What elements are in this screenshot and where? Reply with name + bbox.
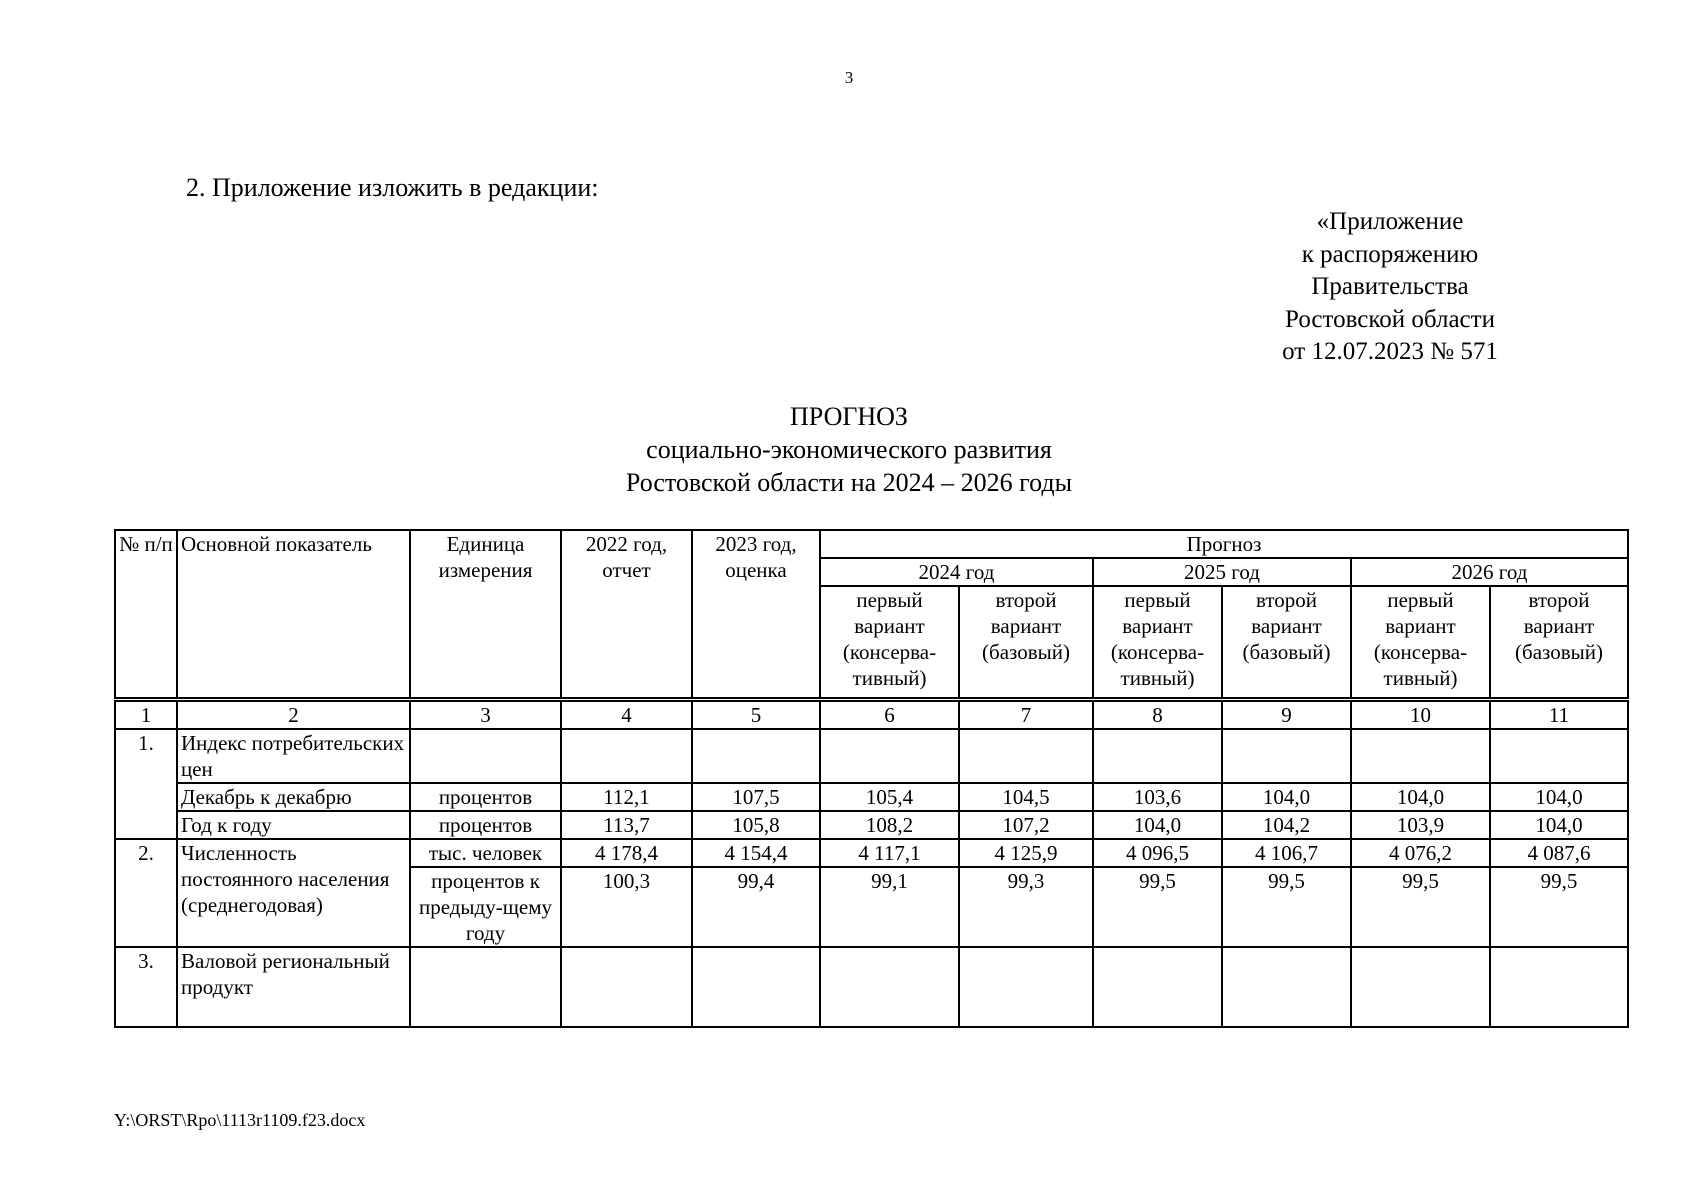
appendix-line: «Приложение xyxy=(1316,208,1464,235)
column-number: 10 xyxy=(1351,700,1490,730)
header-2024: 2024 год xyxy=(820,558,1093,586)
value-cell: 112,1 xyxy=(561,783,692,811)
row-number: 3. xyxy=(115,947,177,1027)
value-cell: 99,4 xyxy=(692,867,820,947)
appendix-line: Правительства xyxy=(1311,273,1469,300)
file-path-footer: Y:\ORST\Rpo\1113r1109.f23.docx xyxy=(114,1110,366,1130)
value-cell: 99,5 xyxy=(1222,867,1351,947)
header-variant-base: второй вариант (базовый) xyxy=(959,586,1093,700)
value-cell: 99,5 xyxy=(1093,867,1222,947)
column-number: 4 xyxy=(561,700,692,730)
value-cell: 99,5 xyxy=(1351,867,1490,947)
value-cell: 99,1 xyxy=(820,867,959,947)
value-cell: 4 087,6 xyxy=(1490,839,1628,867)
value-cell: 4 125,9 xyxy=(959,839,1093,867)
document-title xyxy=(0,400,1698,499)
value-cell: 113,7 xyxy=(561,811,692,839)
header-num: № п/п xyxy=(115,530,177,700)
header-variant-base: второй вариант (базовый) xyxy=(1222,586,1351,700)
sub-indicator-name: Декабрь к декабрю xyxy=(177,783,410,811)
unit-cell: процентов xyxy=(410,811,561,839)
header-2025: 2025 год xyxy=(1093,558,1351,586)
value-cell: 104,0 xyxy=(1490,811,1628,839)
row-number: 1. xyxy=(115,729,177,839)
value-cell: 104,0 xyxy=(1093,811,1222,839)
column-numbers-row xyxy=(115,700,1628,730)
column-number: 5 xyxy=(692,700,820,730)
title-line: Ростовской области на 2024 – 2026 годы xyxy=(625,468,1073,497)
row-number: 2. xyxy=(115,839,177,947)
table-row-ipc xyxy=(115,729,1628,783)
value-cell: 4 178,4 xyxy=(561,839,692,867)
value-cell: 99,3 xyxy=(959,867,1093,947)
page-number: 3 xyxy=(844,68,854,87)
value-cell: 100,3 xyxy=(561,867,692,947)
indicator-name: Индекс потребительских цен xyxy=(177,729,410,783)
value-cell: 108,2 xyxy=(820,811,959,839)
value-cell: 104,0 xyxy=(1351,783,1490,811)
column-number: 11 xyxy=(1490,700,1628,730)
header-2023: 2023 год, оценка xyxy=(692,530,820,700)
appendix-line: от 12.07.2023 № 571 xyxy=(1282,338,1498,365)
column-number: 8 xyxy=(1093,700,1222,730)
appendix-line: к распоряжению xyxy=(1301,240,1479,268)
header-variant-conservative: первый вариант (консерва-тивный) xyxy=(1351,586,1490,700)
header-indicator: Основной показатель xyxy=(177,530,410,700)
table-row-ipc-yoy xyxy=(115,811,1628,839)
column-number: 2 xyxy=(177,700,410,730)
value-cell: 104,0 xyxy=(1490,783,1628,811)
table-row-grp xyxy=(115,947,1628,1027)
indicator-name: Валовой региональный продукт xyxy=(177,947,410,1027)
column-number: 1 xyxy=(115,700,177,730)
value-cell: 4 117,1 xyxy=(820,839,959,867)
title-line: социально-экономического развития xyxy=(646,435,1052,464)
value-cell: 104,0 xyxy=(1222,783,1351,811)
header-forecast: Прогноз xyxy=(820,530,1628,558)
value-cell: 103,9 xyxy=(1351,811,1490,839)
header-2026: 2026 год xyxy=(1351,558,1628,586)
value-cell: 104,2 xyxy=(1222,811,1351,839)
header-2022: 2022 год, отчет xyxy=(561,530,692,700)
value-cell: 99,5 xyxy=(1490,867,1628,947)
value-cell: 105,4 xyxy=(820,783,959,811)
unit-cell: процентов xyxy=(410,783,561,811)
value-cell: 103,6 xyxy=(1093,783,1222,811)
header-variant-conservative: первый вариант (консерва-тивный) xyxy=(1093,586,1222,700)
column-number: 9 xyxy=(1222,700,1351,730)
title-line: ПРОГНОЗ xyxy=(790,402,908,431)
header-unit: Единица измерения xyxy=(410,530,561,700)
table-row-population xyxy=(115,839,1628,867)
value-cell: 4 076,2 xyxy=(1351,839,1490,867)
header-variant-base: второй вариант (базовый) xyxy=(1490,586,1628,700)
column-number: 3 xyxy=(410,700,561,730)
value-cell: 107,5 xyxy=(692,783,820,811)
unit-cell: тыс. человек xyxy=(410,839,561,867)
value-cell: 104,5 xyxy=(959,783,1093,811)
value-cell: 105,8 xyxy=(692,811,820,839)
sub-indicator-name: Год к году xyxy=(177,811,410,839)
value-cell: 4 106,7 xyxy=(1222,839,1351,867)
unit-cell: процентов к предыду-щему году xyxy=(410,867,561,947)
table-row-ipc-dec xyxy=(115,783,1628,811)
column-number: 7 xyxy=(959,700,1093,730)
column-number: 6 xyxy=(820,700,959,730)
header-variant-conservative: первый вариант (консерва-тивный) xyxy=(820,586,959,700)
forecast-table xyxy=(114,529,1629,1028)
appendix-line: Ростовской области xyxy=(1285,305,1495,333)
value-cell: 4 154,4 xyxy=(692,839,820,867)
value-cell: 107,2 xyxy=(959,811,1093,839)
instruction-text: 2. Приложение изложить в редакции: xyxy=(186,173,599,202)
value-cell: 4 096,5 xyxy=(1093,839,1222,867)
indicator-name: Численность постоянного населения (среднегодовая) xyxy=(177,839,410,947)
appendix-heading xyxy=(1240,206,1540,369)
